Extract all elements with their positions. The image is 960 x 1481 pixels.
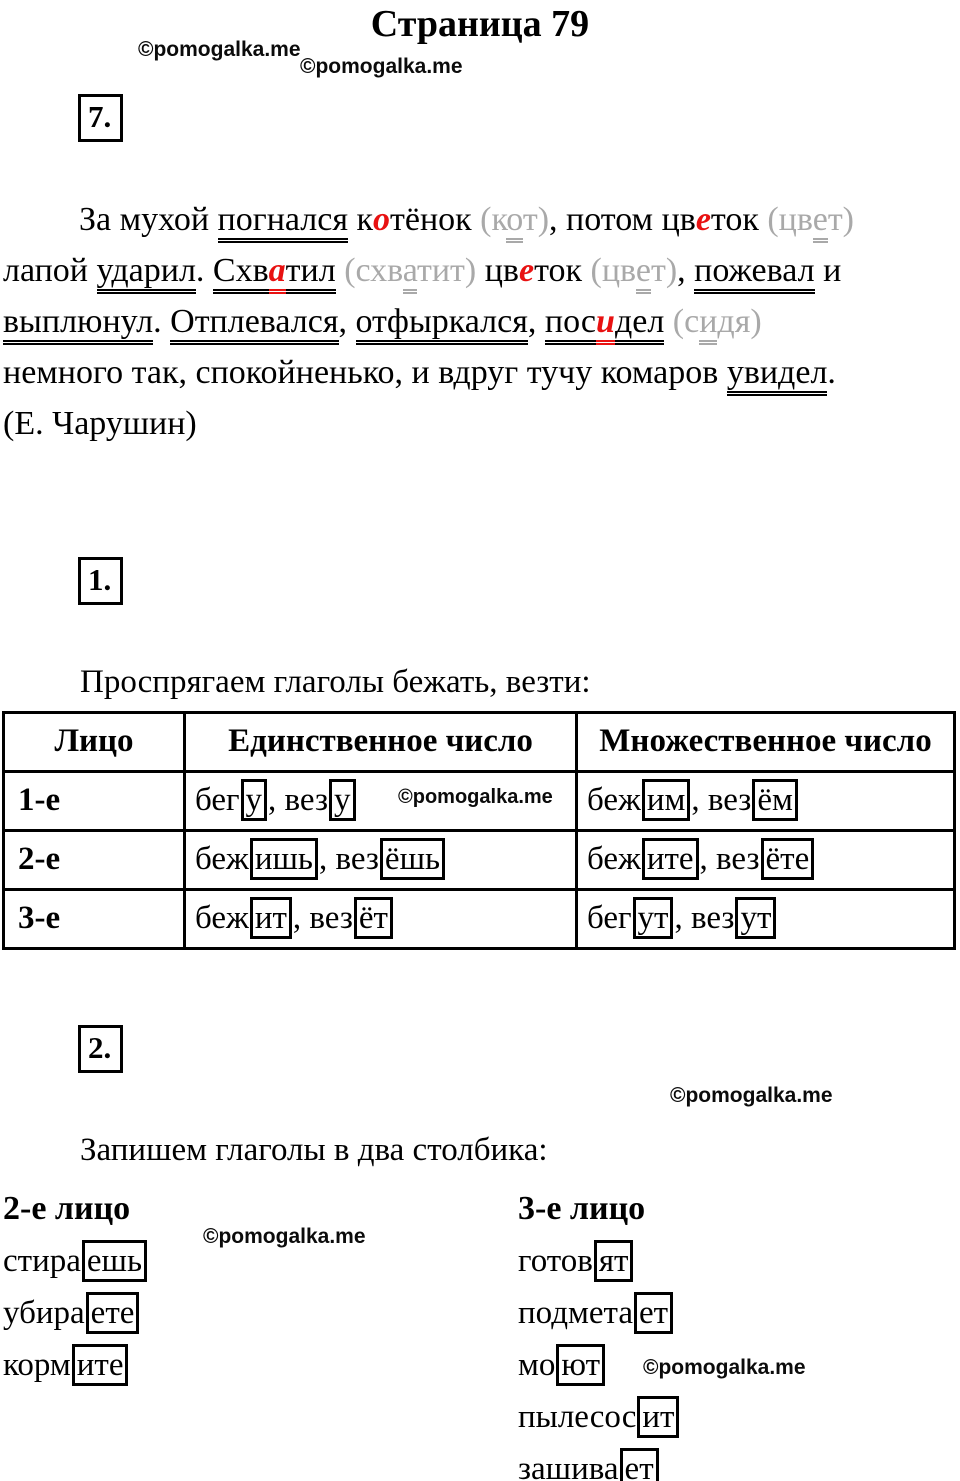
exercise1-badge: 1.: [78, 557, 123, 605]
column-header: 2-е лицо: [3, 1190, 131, 1227]
table-row: [4, 890, 955, 949]
singular-cell: беж ит , вез ёт: [185, 890, 577, 949]
exercise1-intro: Проспрягаем глаголы бежать, везти:: [80, 664, 591, 700]
second-person-column: [3, 1183, 148, 1391]
watermark: ©pomogalka.me: [643, 1356, 806, 1379]
watermark: ©pomogalka.me: [398, 786, 553, 808]
verb-word: мо ют: [518, 1339, 680, 1391]
exercise2-badge: 2.: [78, 1025, 123, 1073]
text-line: лапой ударил. Схватил (схватит) цветок (цвет), пожевал и: [3, 245, 957, 296]
author-line: (Е. Чарушин): [3, 405, 197, 442]
column-header: 3-е лицо: [518, 1190, 646, 1227]
header-singular: Единственное число: [185, 713, 577, 772]
watermark: ©pomogalka.me: [670, 1084, 833, 1107]
text-line: выплюнул. Отплевался, отфыркался, посидел (сидя): [3, 296, 957, 347]
person-label-cell: 1-е: [4, 772, 185, 831]
text-line: За мухой погнался котёнок (кот), потом цветок (цвет): [3, 194, 957, 245]
person-label-cell: 3-е: [4, 890, 185, 949]
page-title: Страница 79: [370, 3, 590, 45]
verb-word: зашива ет: [518, 1443, 680, 1481]
verb-word: готов ят: [518, 1235, 680, 1287]
watermark: ©pomogalka.me: [138, 38, 301, 61]
conjugation-table: [2, 711, 956, 950]
plural-cell: бег ут , вез ут: [577, 890, 955, 949]
plural-cell: беж ите , вез ёте: [577, 831, 955, 890]
verb-word: стира ешь: [3, 1235, 148, 1287]
header-person: Лицо: [4, 713, 185, 772]
exercise2-intro: Запишем глаголы в два столбика:: [80, 1132, 548, 1168]
plural-cell: беж им , вез ём: [577, 772, 955, 831]
header-plural: Множественное число: [577, 713, 955, 772]
singular-cell: беж ишь , вез ёшь: [185, 831, 577, 890]
singular-cell: бег у , вез у: [185, 772, 577, 831]
verb-word: пылесос ит: [518, 1391, 680, 1443]
exercise7-badge: 7.: [78, 94, 123, 142]
third-person-column: [518, 1183, 680, 1481]
watermark: ©pomogalka.me: [300, 55, 463, 78]
verb-word: корм ите: [3, 1339, 148, 1391]
text-line: немного так, спокойненько, и вдруг тучу комаров увидел.: [3, 347, 957, 398]
watermark: ©pomogalka.me: [203, 1225, 366, 1248]
verb-word: убира ете: [3, 1287, 148, 1339]
person-label-cell: 2-е: [4, 831, 185, 890]
table-header-row: [4, 713, 955, 772]
table-row: [4, 831, 955, 890]
exercise7-text: [3, 194, 957, 449]
verb-word: подмета ет: [518, 1287, 680, 1339]
